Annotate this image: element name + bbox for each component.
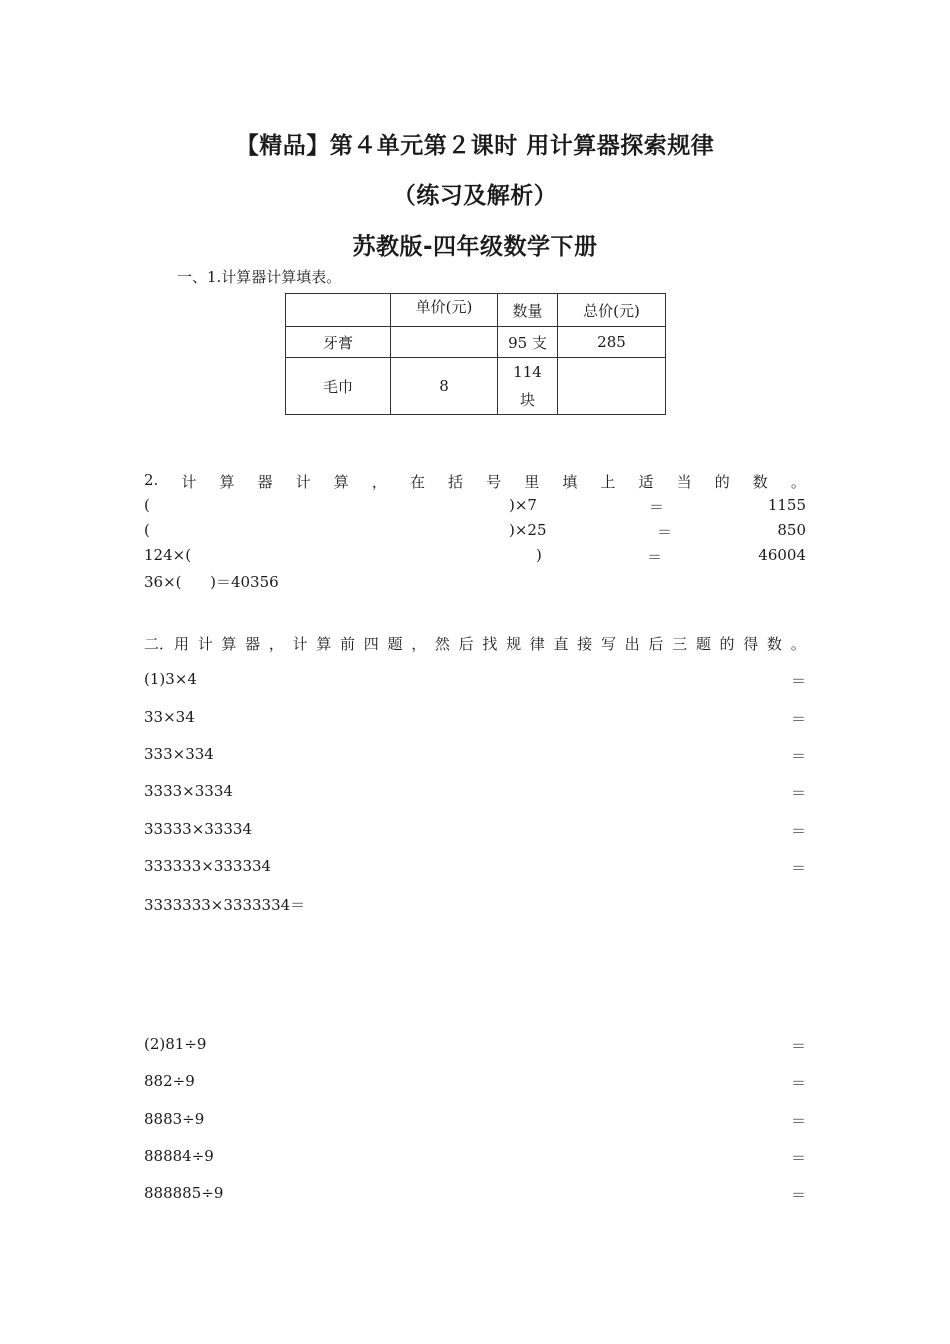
blank-left: (	[144, 521, 150, 539]
equals-sign: ＝	[790, 1074, 806, 1092]
heading-char: 找	[482, 635, 498, 653]
q2-char: 的	[714, 473, 730, 491]
expression-row	[144, 1072, 806, 1094]
expression: 333×334	[144, 745, 214, 763]
expression-row	[144, 782, 806, 804]
expression: 33333×33334	[144, 820, 253, 838]
fill-blank-row	[144, 546, 806, 568]
title-line-2: （练习及解析）	[392, 183, 558, 209]
expression: 333333×333334	[144, 857, 272, 875]
expression-row	[144, 670, 806, 692]
expression: (1)3×4	[144, 670, 197, 688]
q2-char: 算	[219, 473, 235, 491]
expression-row	[144, 820, 806, 842]
table-cell	[558, 358, 666, 415]
q2-char: 计	[295, 473, 311, 491]
q2-char: ，	[371, 473, 387, 491]
question-1-text: 一、1.计算器计算填表。	[177, 268, 342, 286]
table-header-row	[286, 294, 666, 327]
q2-char: 上	[600, 473, 616, 491]
heading-char: ，	[411, 635, 427, 653]
qty-line-1: 114	[513, 363, 542, 381]
expression-row	[144, 857, 806, 879]
heading-char: 前	[340, 635, 356, 653]
q2-char: 2.	[144, 471, 159, 489]
question-2-text	[144, 471, 806, 492]
heading-char: 计	[197, 635, 213, 653]
table-cell	[391, 327, 498, 358]
heading-char: 接	[577, 635, 593, 653]
q2-char: 当	[676, 473, 692, 491]
blank-mid: )×7	[509, 496, 537, 514]
heading-char: 律	[529, 635, 545, 653]
heading-char: ，	[268, 635, 284, 653]
q2-char: 在	[409, 473, 425, 491]
q2-char: 算	[333, 473, 349, 491]
expression: 888885÷9	[144, 1184, 224, 1202]
heading-char: 器	[245, 635, 261, 653]
expression-row	[144, 1184, 806, 1206]
q2-char: 计	[181, 473, 197, 491]
title-line-3: 苏教版-四年级数学下册	[352, 234, 598, 260]
table-cell: 95 支	[498, 327, 558, 358]
q2-char: 。	[790, 473, 806, 491]
expression: 88884÷9	[144, 1147, 214, 1165]
equals-sign: ＝	[790, 1112, 806, 1130]
expression: (2)81÷9	[144, 1035, 207, 1053]
table-cell: 8	[391, 358, 498, 415]
heading-char: 后	[458, 635, 474, 653]
q2-char: 括	[448, 473, 464, 491]
blank-result: 46004	[758, 546, 806, 564]
heading-char: 后	[648, 635, 664, 653]
expression: 33×34	[144, 708, 195, 726]
fill-blank-row	[144, 496, 806, 518]
expression-row	[144, 1147, 806, 1169]
heading-char: 题	[387, 635, 403, 653]
heading-char: 四	[363, 635, 379, 653]
qty-line-2: 块	[519, 391, 535, 409]
table-row	[286, 358, 666, 415]
equals-sign: ＝	[790, 747, 806, 765]
q2-char: 数	[752, 473, 768, 491]
table-row	[286, 327, 666, 358]
expression-row-last: 3333333×3333334＝	[144, 896, 306, 914]
heading-char: 。	[790, 635, 806, 653]
equals-sign: ＝	[790, 784, 806, 802]
table-header-cell	[286, 294, 391, 327]
q2-char: 填	[562, 473, 578, 491]
blank-result: 850	[777, 521, 806, 539]
blank-left: (	[144, 496, 150, 514]
fill-blank-row-last: 36×( )＝40356	[144, 573, 279, 591]
section-2-heading	[144, 633, 806, 654]
heading-char: 计	[292, 635, 308, 653]
blank-result: 1155	[767, 496, 806, 514]
heading-char: 出	[624, 635, 640, 653]
heading-char: 规	[506, 635, 522, 653]
heading-char: 得	[743, 635, 759, 653]
equals-sign: ＝	[647, 548, 663, 566]
expression: 882÷9	[144, 1072, 195, 1090]
heading-char: 写	[600, 635, 616, 653]
heading-char: 数	[766, 635, 782, 653]
table-cell	[498, 358, 558, 415]
equals-sign: ＝	[790, 1186, 806, 1204]
equals-sign: ＝	[790, 1149, 806, 1167]
q2-char: 号	[486, 473, 502, 491]
equals-sign: ＝	[657, 523, 673, 541]
heading-char: 题	[695, 635, 711, 653]
heading-char: 三	[672, 635, 688, 653]
blank-mid: )	[536, 546, 542, 564]
expression-row	[144, 708, 806, 730]
heading-char: 直	[553, 635, 569, 653]
q2-char: 里	[524, 473, 540, 491]
equals-sign: ＝	[790, 1037, 806, 1055]
expression-row	[144, 1035, 806, 1057]
equals-sign: ＝	[790, 859, 806, 877]
table-header-cell: 总价(元)	[558, 294, 666, 327]
table-cell: 毛巾	[286, 358, 391, 415]
heading-char: 二．用	[144, 635, 190, 653]
equals-sign: ＝	[790, 672, 806, 690]
expression: 8883÷9	[144, 1110, 205, 1128]
fill-blank-row	[144, 521, 806, 543]
heading-char: 的	[719, 635, 735, 653]
equals-sign: ＝	[790, 822, 806, 840]
expression: 3333×3334	[144, 782, 233, 800]
table-header-cell: 数量	[498, 294, 558, 327]
blank-mid: )×25	[509, 521, 547, 539]
q2-char: 适	[638, 473, 654, 491]
table-cell: 牙膏	[286, 327, 391, 358]
heading-char: 算	[221, 635, 237, 653]
table-cell: 285	[558, 327, 666, 358]
expression-row	[144, 1110, 806, 1132]
q2-char: 器	[257, 473, 273, 491]
expression-row	[144, 745, 806, 767]
heading-char: 然	[434, 635, 450, 653]
title-line-1: 【精品】第４单元第２课时 用计算器探索规律	[235, 133, 715, 159]
equals-sign: ＝	[790, 710, 806, 728]
equals-sign: ＝	[649, 498, 665, 516]
table-header-cell: 单价(元)	[391, 294, 498, 327]
blank-left: 124×(	[144, 546, 192, 564]
heading-char: 算	[316, 635, 332, 653]
price-table	[285, 293, 666, 415]
